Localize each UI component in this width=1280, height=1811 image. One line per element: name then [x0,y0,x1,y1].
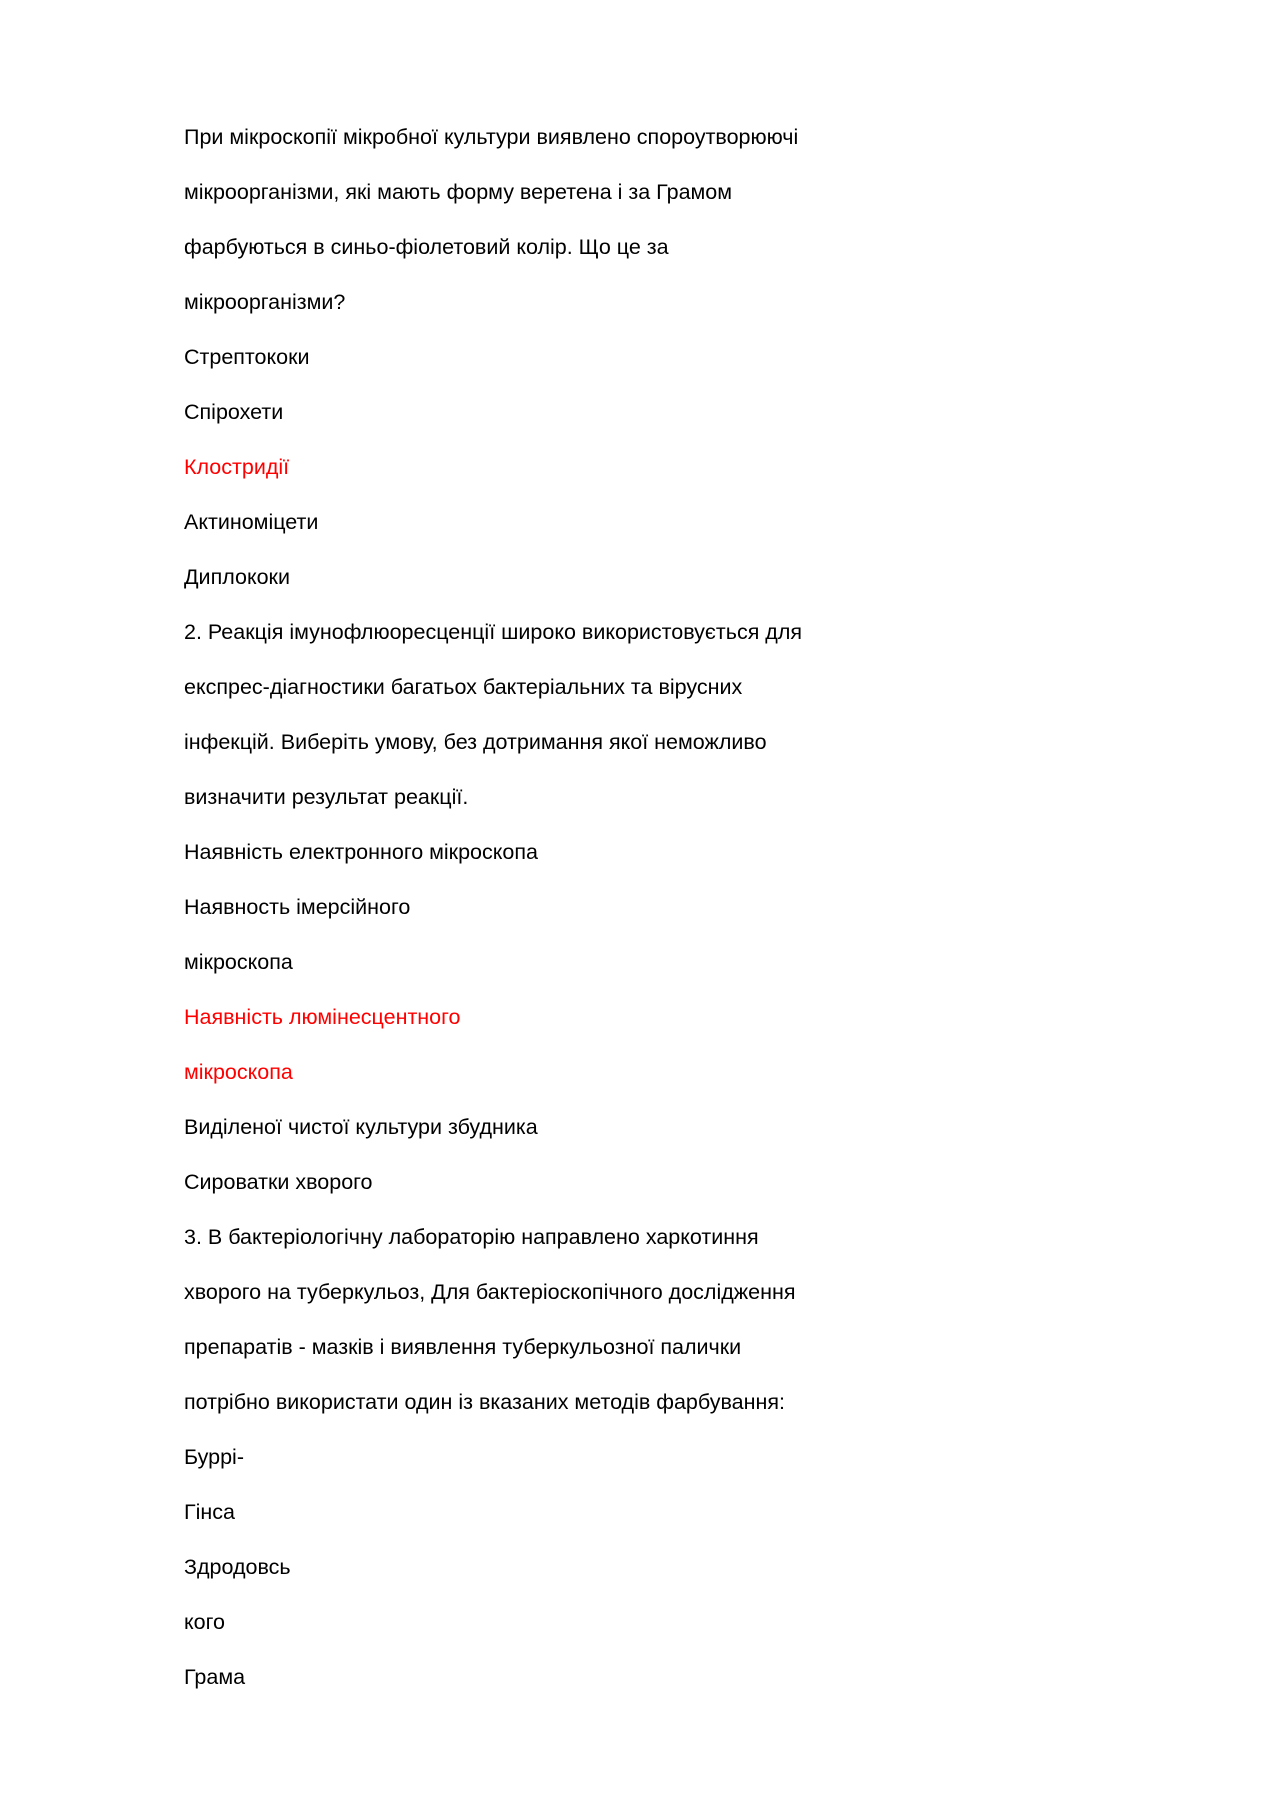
question-3-line-4: потрібно використати один із вказаних методів фарбування: [184,1390,785,1414]
question-1-line-2: мікроорганізми, які мають форму веретена і за Грамом [184,180,733,204]
correct-answer-option: мікроскопа [184,1060,293,1084]
answer-option: Гінса [184,1500,235,1524]
question-1-line-3: фарбуються в синьо-фіолетовий колір. Що це за [184,235,669,259]
question-2-line-1: 2. Реакція імунофлюоресценції широко використовується для [184,620,803,644]
question-1-line-1: При мікроскопії мікробної культури виявлено спороутворюючі [184,125,799,149]
answer-option: Диплококи [184,565,290,589]
answer-option: Актиноміцети [184,510,319,534]
question-1-line-4: мікроорганізми? [184,290,346,314]
question-2-line-4: визначити результат реакції. [184,785,469,809]
question-3-line-2: хворого на туберкульоз, Для бактеріоскопічного дослідження [184,1280,796,1304]
question-2-line-2: експрес-діагностики багатьох бактеріальних та вірусних [184,675,743,699]
answer-option: Грама [184,1665,246,1689]
answer-option: Виділеної чистої культури збудника [184,1115,538,1139]
question-3-line-1: 3. В бактеріологічну лабораторію направлено харкотиння [184,1225,759,1249]
answer-option: Здродовсь [184,1555,291,1579]
answer-option: Наявність електронного мікроскопа [184,840,538,864]
question-3-line-3: препаратів - мазків і виявлення туберкульозної палички [184,1335,742,1359]
correct-answer-option: Клостридії [184,455,290,479]
answer-option: Наявность імерсійного [184,895,411,919]
question-2-line-3: інфекцій. Виберіть умову, без дотримання якої неможливо [184,730,767,754]
document-body [184,110,1084,1705]
answer-option: Буррі- [184,1445,244,1469]
answer-option: Стрептококи [184,345,310,369]
answer-option: Спірохети [184,400,284,424]
answer-option: кого [184,1610,225,1634]
answer-option: мікроскопа [184,950,293,974]
answer-option: Сироватки хворого [184,1170,373,1194]
correct-answer-option: Наявність люмінесцентного [184,1005,461,1029]
